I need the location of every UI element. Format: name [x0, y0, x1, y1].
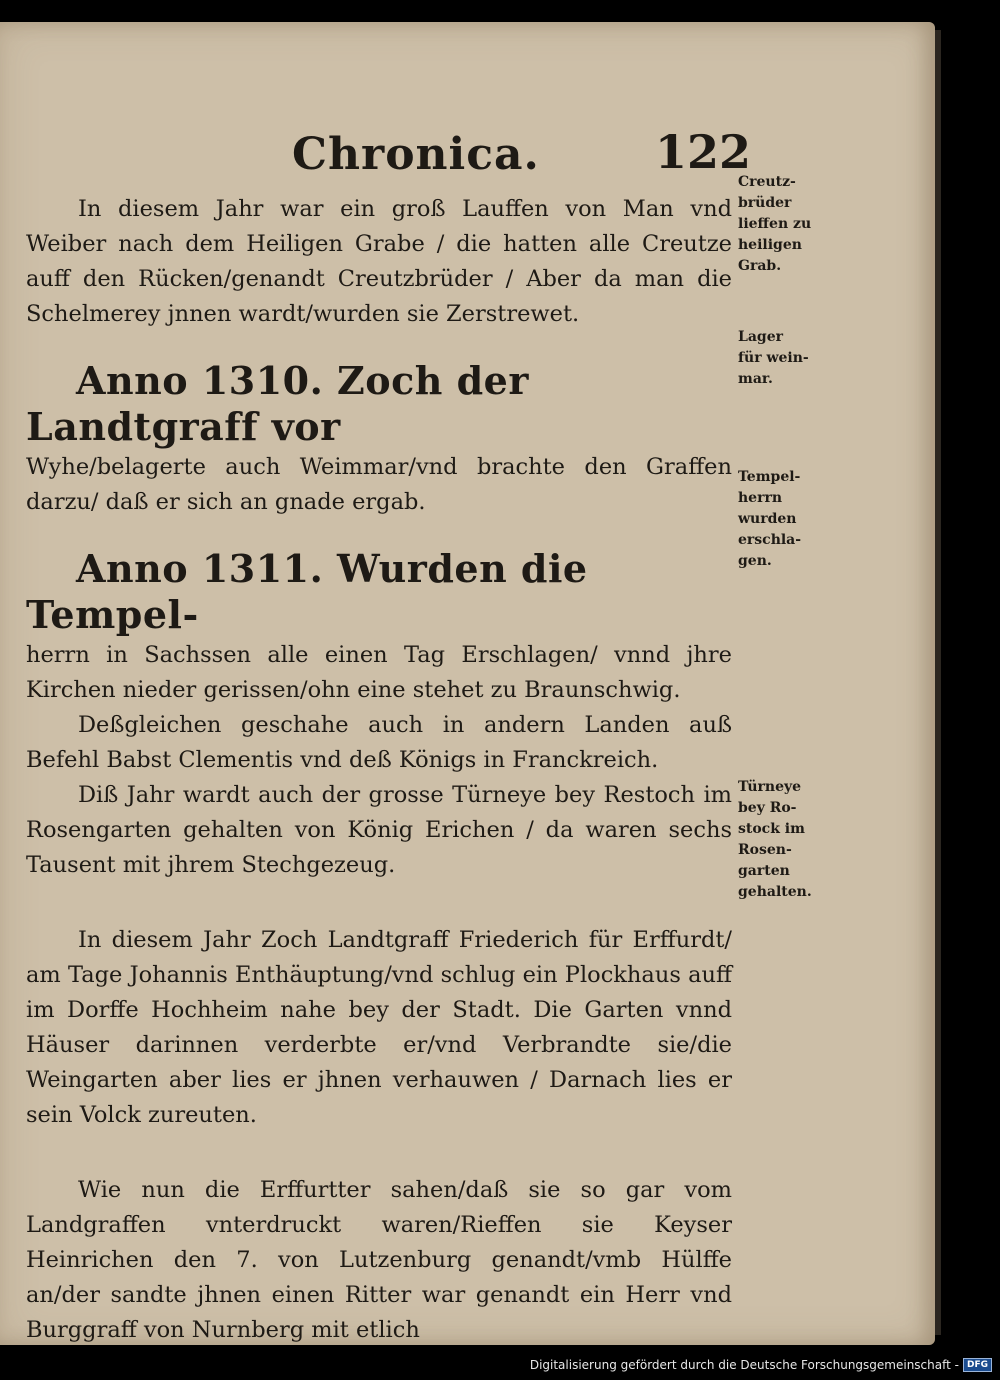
digitization-credit: [530, 1358, 992, 1372]
paragraph-erfurt-siege: In diesem Jahr Zoch Landtgraff Friederich für Erffurdt/ am Tage Johannis Enthäuptung/vnd schlug ein Plockhaus auff im Dorffe Hochheim nahe bey der Stadt. Die Garten vnnd Häuser darinnen verderbte er/vnd Verbrandte sie/die Weingarten aber lies er jhnen verhauwen / Darnach lies er sein Volck zureuten.: [26, 927, 732, 1128]
paragraph-clement: Deßgleichen geschahe auch in andern Landen auß Befehl Babst Clementis vnd deß Königs in Franckreich.: [26, 712, 732, 773]
paragraph-weimar: Wyhe/belagerte auch Weimmar/vnd brachte den Graffen darzu/ daß er sich an gnade ergab.: [26, 454, 732, 515]
heading-anno-1310: Anno 1310. Zoch der Landtgraff vor: [26, 358, 529, 449]
dfg-logo-icon: DFG: [963, 1358, 992, 1372]
margin-note-weimar: Lager für wein- mar.: [738, 329, 809, 387]
paragraph-templars: herrn in Sachssen alle einen Tag Erschlagen/ vnnd jhre Kirchen nieder gerissen/ohn eine stehet zu Braunschwig.: [26, 642, 732, 703]
page-number: 122: [655, 125, 752, 179]
paragraph-tournament: Diß Jahr wardt auch der grosse Türneye bey Restoch im Rosengarten gehalten von König Erichen / da waren sechs Tausent mit jhrem Stechgezeug.: [26, 782, 732, 878]
credit-text: Digitalisierung gefördert durch die Deutsche Forschungsgemeinschaft -: [529, 1358, 959, 1372]
page-edge: [935, 30, 941, 1335]
paragraph-pilgrims: In diesem Jahr war ein groß Lauffen von Man vnd Weiber nach dem Heiligen Grabe / die hatten alle Creutze auff den Rücken/genandt Creutzbrüder / Aber da man die Schelmerey jnnen wardt/wurden sie Zerstrewet.: [26, 196, 732, 327]
book-page: [0, 22, 935, 1345]
paragraph-emperor-help: Wie nun die Erffurtter sahen/daß sie so gar vom Landgraffen vnterdruckt waren/Rieffen sie Keyser Heinrichen den 7. von Lutzenburg genandt/vmb Hülffe an/der sandte jhnen einen Ritter war genandt ein Herr vnd Burggraff von Nurnberg mit etlich: [26, 1177, 732, 1343]
margin-note-crusaders: Creutz- brüder lieffen zu heiligen Grab.: [738, 174, 812, 274]
margin-note-templars: Tempel- herrn wurden erschla- gen.: [738, 469, 802, 569]
running-title: Chronica.: [292, 129, 540, 180]
main-text-column: [26, 192, 732, 1345]
margin-note-tournament: Türneye bey Ro- stock im Rosen- garten gehalten.: [738, 779, 812, 900]
heading-anno-1311: Anno 1311. Wurden die Tempel-: [26, 546, 588, 637]
